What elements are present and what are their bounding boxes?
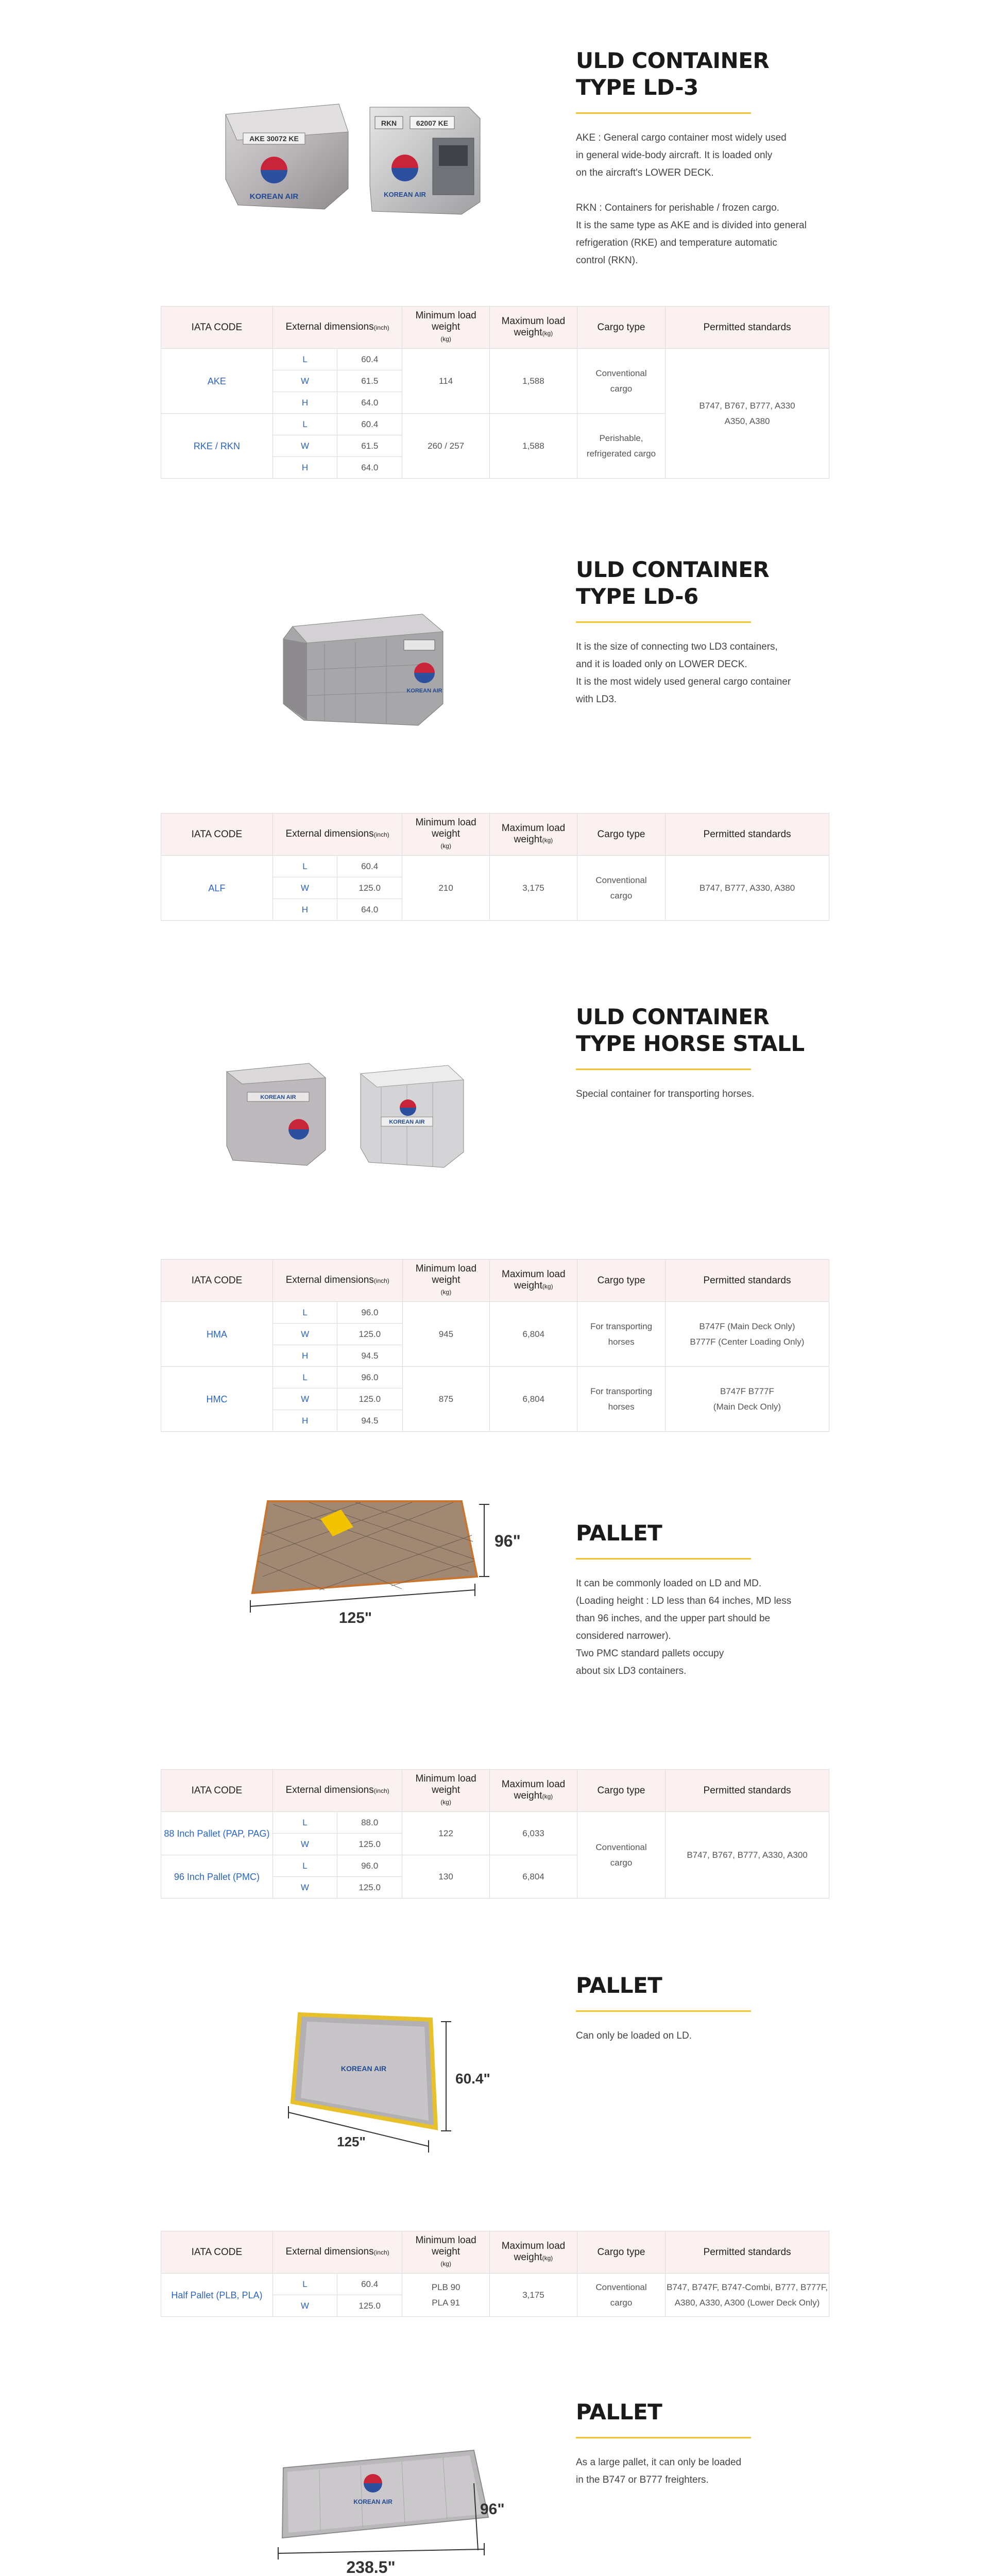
table-cell: For transporting horses [577, 1367, 666, 1432]
col-external-dimensions: External dimensions(inch) [272, 1770, 402, 1812]
half-pallet-image [206, 1999, 525, 2174]
ld3-container-image [206, 82, 525, 258]
iata-code-cell: Half Pallet (PLB, PLA) [161, 2274, 273, 2317]
table-cell: 64.0 [337, 899, 402, 921]
ld3-info [576, 47, 844, 269]
col-iata-code: IATA CODE [161, 1770, 273, 1812]
table-cell: W [272, 1877, 337, 1899]
col-min-weight: Minimum load weight (kg) [402, 814, 490, 856]
ld3-title-line2: TYPE LD-3 [576, 75, 698, 100]
table-cell: Conventional cargo [577, 2274, 665, 2317]
pallet-standard-spec-table [161, 1769, 829, 1899]
ld3-desc-ake: AKE : General cargo container most widely used in general wide-body aircraft. It is loaded only on the aircraft's LOWER DECK. [576, 132, 787, 178]
col-external-dimensions: External dimensions(inch) [272, 814, 402, 856]
table-cell: W [273, 1324, 337, 1345]
table-cell: L [272, 414, 337, 435]
pallet-height-label: 96" [494, 1532, 521, 1550]
half-pallet-title: PALLET [576, 1973, 662, 1998]
col-min-weight: Minimum load weight (kg) [402, 1770, 490, 1812]
table-cell: 94.5 [337, 1345, 402, 1367]
table-row [161, 1367, 829, 1388]
pallet-title: PALLET [576, 1520, 662, 1546]
table-cell: 1,588 [489, 414, 577, 479]
half-pallet-info [576, 1972, 844, 2045]
table-cell: B747F (Main Deck Only) B777F (Center Loading Only) [665, 1302, 829, 1367]
table-cell: 96.0 [337, 1367, 402, 1388]
horse-stall-image [206, 1030, 525, 1206]
col-iata-code: IATA CODE [161, 2231, 273, 2274]
horse-spec-table [161, 1259, 829, 1432]
standards-cell: B747, B767, B777, A330 A350, A380 [666, 349, 829, 479]
table-cell: Conventional cargo [577, 349, 665, 414]
table-row [161, 1812, 829, 1834]
table-cell: 64.0 [337, 392, 402, 414]
table-cell: Perishable, refrigerated cargo [577, 414, 665, 479]
pallet-standard-info [576, 1520, 844, 1680]
table-cell: H [272, 899, 337, 921]
title-underline [576, 2010, 751, 2012]
ld3-spec-table [161, 306, 829, 479]
table-row [161, 2274, 829, 2295]
table-cell: 125.0 [337, 1834, 402, 1855]
table-cell: L [272, 2274, 337, 2295]
half-pallet-height-label: 60.4" [455, 2071, 490, 2087]
table-cell: 3,175 [489, 2274, 577, 2317]
col-max-weight: Maximum load weight(kg) [489, 814, 577, 856]
title-underline [576, 621, 751, 623]
table-cell: 96.0 [337, 1302, 402, 1324]
iata-code-cell: 88 Inch Pallet (PAP, PAG) [161, 1812, 273, 1855]
table-cell: 6,804 [490, 1367, 577, 1432]
half-pallet-width-label: 125" [337, 2134, 366, 2149]
table-cell: For transporting horses [577, 1302, 666, 1367]
half-pallet-desc: Can only be loaded on LD. [576, 2030, 692, 2041]
iata-code-cell: AKE [161, 349, 273, 414]
table-cell: 125.0 [337, 1388, 402, 1410]
col-permitted-standards: Permitted standards [666, 814, 829, 856]
col-cargo-type: Cargo type [577, 307, 665, 349]
col-external-dimensions: External dimensions(inch) [272, 2231, 402, 2274]
col-cargo-type: Cargo type [577, 1260, 666, 1302]
ld6-title-line1: ULD CONTAINER [576, 557, 770, 582]
iata-code-cell: HMC [161, 1367, 273, 1432]
table-cell: 114 [402, 349, 490, 414]
table-cell: 61.5 [337, 435, 402, 457]
table-cell: 122 [402, 1812, 490, 1855]
table-cell: H [272, 392, 337, 414]
table-row [161, 814, 829, 856]
col-min-weight: Minimum load weight (kg) [402, 2231, 490, 2274]
col-iata-code: IATA CODE [161, 1260, 273, 1302]
col-min-weight: Minimum load weight (kg) [402, 307, 490, 349]
table-cell: 6,804 [489, 1855, 577, 1899]
col-external-dimensions: External dimensions(inch) [272, 307, 402, 349]
table-cell: W [272, 370, 337, 392]
table-cell: 125.0 [337, 1877, 402, 1899]
col-max-weight: Maximum load weight(kg) [489, 2231, 577, 2274]
pallet-width-label: 125" [338, 1609, 372, 1626]
half-pallet-brand: KOREAN AIR [340, 2064, 387, 2073]
table-cell: 96.0 [337, 1855, 402, 1877]
ld6-title-line2: TYPE LD-6 [576, 584, 698, 609]
rkn-label-1: RKN [381, 119, 397, 127]
table-cell: 6,804 [490, 1302, 577, 1367]
col-permitted-standards: Permitted standards [666, 1770, 829, 1812]
hma-brand: KOREAN AIR [260, 1094, 296, 1100]
table-cell: 945 [402, 1302, 490, 1367]
horse-title-line1: ULD CONTAINER [576, 1004, 770, 1029]
table-cell: 125.0 [337, 877, 402, 899]
ld6-brand: KOREAN AIR [406, 688, 442, 694]
col-external-dimensions: External dimensions(inch) [273, 1260, 403, 1302]
col-min-weight: Minimum load weight (kg) [402, 1260, 490, 1302]
table-cell: 125.0 [337, 1324, 402, 1345]
table-row [161, 1260, 829, 1302]
hmc-brand: KOREAN AIR [389, 1119, 425, 1125]
table-cell: 88.0 [337, 1812, 402, 1834]
iata-code-cell: 96 Inch Pallet (PMC) [161, 1855, 273, 1899]
large-pallet-height-label: 96" [480, 2501, 505, 2518]
ld3-desc-rkn: RKN : Containers for perishable / frozen cargo. It is the same type as AKE and is divided into general refrigeration (RKE) and temperature automatic control (RKN). [576, 202, 807, 266]
large-pallet-brand: KOREAN AIR [353, 2498, 393, 2505]
table-cell: W [272, 2295, 337, 2317]
table-cell: B747F B777F (Main Deck Only) [665, 1367, 829, 1432]
table-cell: 260 / 257 [402, 414, 490, 479]
table-cell: 64.0 [337, 457, 402, 479]
table-cell: 61.5 [337, 370, 402, 392]
table-cell: W [272, 877, 337, 899]
large-pallet-image [206, 2421, 525, 2576]
table-cell: H [272, 457, 337, 479]
col-iata-code: IATA CODE [161, 814, 273, 856]
rkn-label-2: 62007 KE [416, 119, 449, 127]
table-cell: L [273, 1302, 337, 1324]
ld6-spec-table [161, 813, 829, 921]
col-iata-code: IATA CODE [161, 307, 273, 349]
table-cell: PLB 90 PLA 91 [402, 2274, 490, 2317]
title-underline [576, 1069, 751, 1070]
table-cell: 1,588 [489, 349, 577, 414]
table-cell: 60.4 [337, 856, 402, 877]
horse-title-line2: TYPE HORSE STALL [576, 1031, 805, 1056]
large-pallet-width-label: 238.5" [346, 2558, 396, 2576]
table-cell: Conventional cargo [577, 856, 665, 921]
horse-stall-info [576, 1004, 844, 1103]
table-cell: 210 [402, 856, 490, 921]
col-max-weight: Maximum load weight(kg) [489, 1770, 577, 1812]
title-underline [576, 112, 751, 114]
title-underline [576, 1558, 751, 1560]
table-row [161, 307, 829, 349]
table-cell: 125.0 [337, 2295, 402, 2317]
table-cell: Conventional cargo [577, 1812, 665, 1899]
col-cargo-type: Cargo type [577, 2231, 665, 2274]
pallet-desc: It can be commonly loaded on LD and MD. (Loading height : LD less than 64 inches, MD less than 96 inches, and the upper part should be considered narrower). Two PMC standard pallets occupy about six LD3 containers. [576, 1578, 792, 1676]
table-cell: 94.5 [337, 1410, 402, 1432]
table-cell: B747, B767, B777, A330, A300 [666, 1812, 829, 1899]
table-cell: W [272, 435, 337, 457]
col-permitted-standards: Permitted standards [665, 1260, 829, 1302]
table-row [161, 2231, 829, 2274]
table-row [161, 1302, 829, 1324]
col-max-weight: Maximum load weight(kg) [490, 1260, 577, 1302]
table-cell: B747, B777, A330, A380 [666, 856, 829, 921]
large-pallet-desc: As a large pallet, it can only be loaded in the B747 or B777 freighters. [576, 2457, 742, 2485]
ake-brand: KOREAN AIR [249, 192, 299, 201]
table-row [161, 856, 829, 877]
rkn-brand: KOREAN AIR [384, 191, 426, 198]
table-cell: W [273, 1388, 337, 1410]
table-row [161, 1770, 829, 1812]
table-cell: H [273, 1345, 337, 1367]
table-cell: W [272, 1834, 337, 1855]
table-cell: L [272, 349, 337, 370]
ld6-info [576, 556, 844, 708]
table-cell: B747, B747F, B747-Combi, B777, B777F, A380, A330, A300 (Lower Deck Only) [666, 2274, 829, 2317]
pallet-standard-image [206, 1473, 525, 1649]
ld6-desc: It is the size of connecting two LD3 containers, and it is loaded only on LOWER DECK. It is the most widely used general cargo container with LD3. [576, 641, 791, 705]
large-pallet-info [576, 2399, 844, 2489]
table-cell: 130 [402, 1855, 490, 1899]
table-cell: L [272, 1812, 337, 1834]
col-max-weight: Maximum load weight(kg) [489, 307, 577, 349]
horse-desc: Special container for transporting horses. [576, 1089, 755, 1099]
col-cargo-type: Cargo type [577, 814, 665, 856]
table-cell: L [272, 856, 337, 877]
title-underline [576, 2437, 751, 2438]
ld6-container-image [206, 582, 525, 757]
ld3-title-line1: ULD CONTAINER [576, 48, 770, 73]
table-cell: H [273, 1410, 337, 1432]
table-cell: L [272, 1855, 337, 1877]
table-cell: 60.4 [337, 2274, 402, 2295]
table-cell: 60.4 [337, 414, 402, 435]
table-cell: 3,175 [489, 856, 577, 921]
large-pallet-title: PALLET [576, 2399, 662, 2425]
iata-code-cell: RKE / RKN [161, 414, 273, 479]
iata-code-cell: HMA [161, 1302, 273, 1367]
col-permitted-standards: Permitted standards [666, 2231, 829, 2274]
iata-code-cell: ALF [161, 856, 273, 921]
table-cell: 875 [402, 1367, 490, 1432]
col-permitted-standards: Permitted standards [666, 307, 829, 349]
ake-label: AKE 30072 KE [249, 134, 299, 143]
table-row [161, 349, 829, 370]
table-cell: 60.4 [337, 349, 402, 370]
table-cell: 6,033 [489, 1812, 577, 1855]
half-pallet-spec-table [161, 2231, 829, 2317]
col-cargo-type: Cargo type [577, 1770, 665, 1812]
table-cell: L [273, 1367, 337, 1388]
